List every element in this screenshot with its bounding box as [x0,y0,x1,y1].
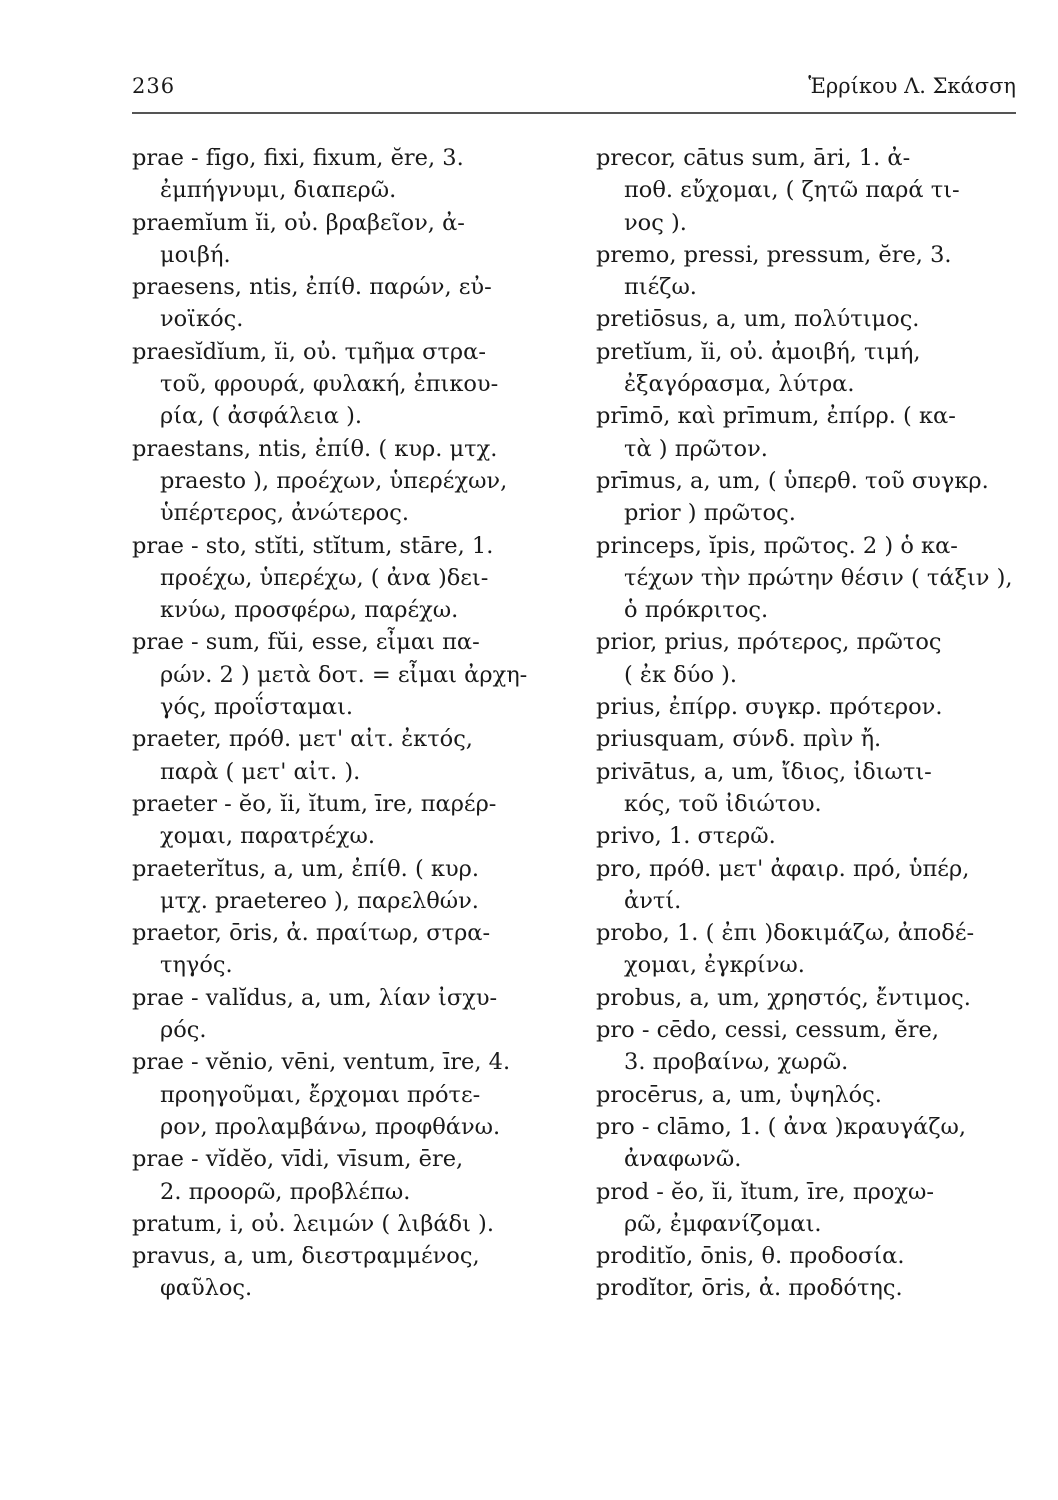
entry-continuation-line: ἐμπήγνυμι, διαπερῶ. [160,177,397,204]
entry-continuation-line: κός, τοῦ ἰδιώτου. [624,790,822,817]
entry-continuation-line: ρών. 2 ) μετὰ δοτ. = εἶμαι ἀρχη- [160,661,528,688]
entry-continuation-line: ἀντί. [624,887,682,914]
entry-continuation-line: ρῶ, ἐμφανίζομαι. [624,1210,822,1237]
entry-headword-line: pretĭum, ĭi, οὐ. ἀμοιβή, τιμή, [596,338,921,365]
entry-headword-line: precor, cātus sum, āri, 1. ἀ- [596,145,911,171]
entry-headword-line: prod - ĕo, ĭi, ĭtum, īre, προχω- [596,1178,934,1205]
dictionary-entry [596,142,1020,239]
entry-continuation-line: ὑπέρτερος, ἀνώτερος. [160,500,409,527]
entry-continuation-line: ( ἐκ δύο ). [624,661,738,688]
entry-continuation-line: prior ) πρῶτος. [624,500,796,527]
running-head: Ἑρρίκου Λ. Σκάσση [808,74,1016,98]
header-rule [132,112,1016,114]
dictionary-entry [132,271,582,336]
entry-headword-line: probus, a, um, χρηστός, ἔντιμος. [596,984,971,1011]
dictionary-entry [596,723,1020,755]
dictionary-entry [132,336,582,433]
entry-headword-line: praetor, ōris, ἀ. πραίτωρ, στρα- [132,920,491,947]
dictionary-entry [596,400,1020,465]
entry-continuation-line: νοϊκός. [160,306,244,333]
entry-continuation-line: χομαι, ἐγκρίνω. [624,952,805,979]
entry-headword-line: prae - vĕnio, vēni, ventum, īre, 4. [132,1049,511,1076]
dictionary-entry [596,1111,1020,1176]
dictionary-entry [596,691,1020,723]
entry-headword-line: prīmō, καὶ prīmum, ἐπίρρ. ( κα- [596,403,956,430]
entry-headword-line: priusquam, σύνδ. πρὶν ἤ. [596,726,882,753]
entry-continuation-line: τηγός. [160,952,233,979]
entry-headword-line: pretiōsus, a, um, πολύτιμος. [596,306,920,333]
dictionary-entry [596,1176,1020,1241]
entry-continuation-line: ἐξαγόρασμα, λύτρα. [624,371,855,398]
dictionary-entry [596,303,1020,335]
entry-headword-line: prae - vĭdĕo, vīdi, vīsum, ēre, [132,1146,464,1173]
entry-headword-line: privo, 1. στερῶ. [596,823,776,850]
left-column [132,142,582,1305]
dictionary-entry [132,1208,582,1240]
entry-headword-line: prior, prius, πρότερος, πρῶτος [596,629,942,656]
dictionary-entry [596,1272,1020,1304]
page-header [132,72,1016,108]
dictionary-entry [596,917,1020,982]
entry-continuation-line: χομαι, παρατρέχω. [160,823,375,850]
entry-headword-line: pravus, a, um, διεστραμμένος, [132,1243,480,1270]
entry-headword-line: prae - valĭdus, a, um, λίαν ἰσχυ- [132,984,498,1011]
entry-headword-line: praemĭum ĭi, οὐ. βραβεῖον, ἀ- [132,209,465,236]
entry-continuation-line: τοῦ, φρουρά, φυλακή, ἐπικου- [160,371,499,398]
entry-headword-line: pro, πρόθ. μετ' ἀφαιρ. πρό, ὑπέρ, [596,855,970,882]
dictionary-entry [132,626,582,723]
entry-continuation-line: γός, προΐσταμαι. [160,694,354,721]
dictionary-entry [596,336,1020,401]
dictionary-entry [132,433,582,530]
dictionary-entry [596,626,1020,691]
entry-continuation-line: ρία, ( ἀσφάλεια ). [160,403,362,430]
entry-headword-line: prodĭtor, ōris, ἀ. προδότης. [596,1275,903,1302]
entry-headword-line: princeps, ĭpis, πρῶτος. 2 ) ὁ κα- [596,532,958,559]
dictionary-entry [596,982,1020,1014]
entry-continuation-line: τὰ ) πρῶτον. [624,435,768,462]
entry-headword-line: pratum, i, οὐ. λειμών ( λιβάδι ). [132,1210,494,1237]
dictionary-entry [132,853,582,918]
dictionary-entry [596,820,1020,852]
entry-continuation-line: κνύω, προσφέρω, παρέχω. [160,597,459,624]
entry-continuation-line: ἀναφωνῶ. [624,1146,742,1173]
entry-continuation-line: προηγοῦμαι, ἔρχομαι πρότε- [160,1081,481,1108]
entry-continuation-line: praesto ), προέχων, ὑπερέχων, [160,467,508,494]
entry-headword-line: proditĭo, ōnis, θ. προδοσία. [596,1243,905,1270]
entry-headword-line: procērus, a, um, ὑψηλός. [596,1081,882,1108]
entry-continuation-line: νος ). [624,209,687,236]
page-number: 236 [132,74,176,98]
entry-continuation-line: 2. προορῶ, προβλέπω. [160,1178,411,1205]
right-column [596,142,1020,1305]
entry-headword-line: pro - clāmo, 1. ( ἀνα )κραυγάζω, [596,1113,967,1140]
dictionary-entry [132,207,582,272]
entry-continuation-line: παρὰ ( μετ' αἰτ. ). [160,758,361,785]
entry-continuation-line: πιέζω. [624,274,697,301]
dictionary-entry [132,723,582,788]
dictionary-entry [132,142,582,207]
entry-headword-line: praeterĭtus, a, um, ἐπίθ. ( κυρ. [132,855,480,882]
dictionary-entry [132,788,582,853]
dictionary-entry [596,465,1020,530]
entry-headword-line: praeter - ĕo, ĭi, ĭtum, īre, παρέρ- [132,790,497,817]
dictionary-entry [132,1046,582,1143]
entry-continuation-line: ρον, προλαμβάνω, προφθάνω. [160,1113,501,1140]
entry-continuation-line: ρός. [160,1017,207,1044]
entry-headword-line: praestans, ntis, ἐπίθ. ( κυρ. μτχ. [132,435,498,462]
entry-continuation-line: ποθ. εὔχομαι, ( ζητῶ παρά τι- [624,177,960,204]
entry-headword-line: praesĭdĭum, ĭi, οὐ. τμῆμα στρα- [132,338,486,365]
entry-headword-line: prīmus, a, um, ( ὑπερθ. τοῦ συγκρ. [596,467,989,494]
entry-continuation-line: μοιβή. [160,241,231,268]
dictionary-entry [132,1240,582,1305]
dictionary-entry [596,530,1020,627]
entry-headword-line: praeter, πρόθ. μετ' αἰτ. ἐκτός, [132,726,473,753]
entry-continuation-line: φαῦλος. [160,1275,253,1302]
dictionary-entry [596,756,1020,821]
dictionary-entry [596,1240,1020,1272]
dictionary-entry [132,982,582,1047]
entry-headword-line: probo, 1. ( ἐπι )δοκιμάζω, ἀποδέ- [596,920,975,947]
entry-continuation-line: 3. προβαίνω, χωρῶ. [624,1049,849,1076]
dictionary-entry [596,853,1020,918]
dictionary-entry [132,530,582,627]
dictionary-entry [596,1079,1020,1111]
entry-headword-line: prius, ἐπίρρ. συγκρ. πρότερον. [596,694,943,721]
entry-continuation-line: ὁ πρόκριτος. [624,597,769,624]
entry-headword-line: prae - sum, fŭi, esse, εἶμαι πα- [132,629,480,656]
entry-headword-line: privātus, a, um, ἴδιος, ἰδιωτι- [596,758,932,785]
dictionary-entry [596,1014,1020,1079]
entry-headword-line: prae - sto, stĭti, stĭtum, stāre, 1. [132,532,494,559]
entry-continuation-line: τέχων τὴν πρώτην θέσιν ( τάξιν ), [624,564,1013,591]
dictionary-entry [596,239,1020,304]
entry-headword-line: praesens, ntis, ἐπίθ. παρών, εὐ- [132,274,492,301]
dictionary-entry [132,917,582,982]
entry-headword-line: prae - fīgo, fixi, fixum, ĕre, 3. [132,145,464,171]
dictionary-entry [132,1143,582,1208]
entry-headword-line: pro - cēdo, cessi, cessum, ĕre, [596,1017,939,1044]
entry-headword-line: premo, pressi, pressum, ĕre, 3. [596,241,952,268]
entry-continuation-line: μτχ. praetereo ), παρελθών. [160,887,479,914]
entry-continuation-line: προέχω, ὑπερέχω, ( ἀνα )δει- [160,564,489,591]
